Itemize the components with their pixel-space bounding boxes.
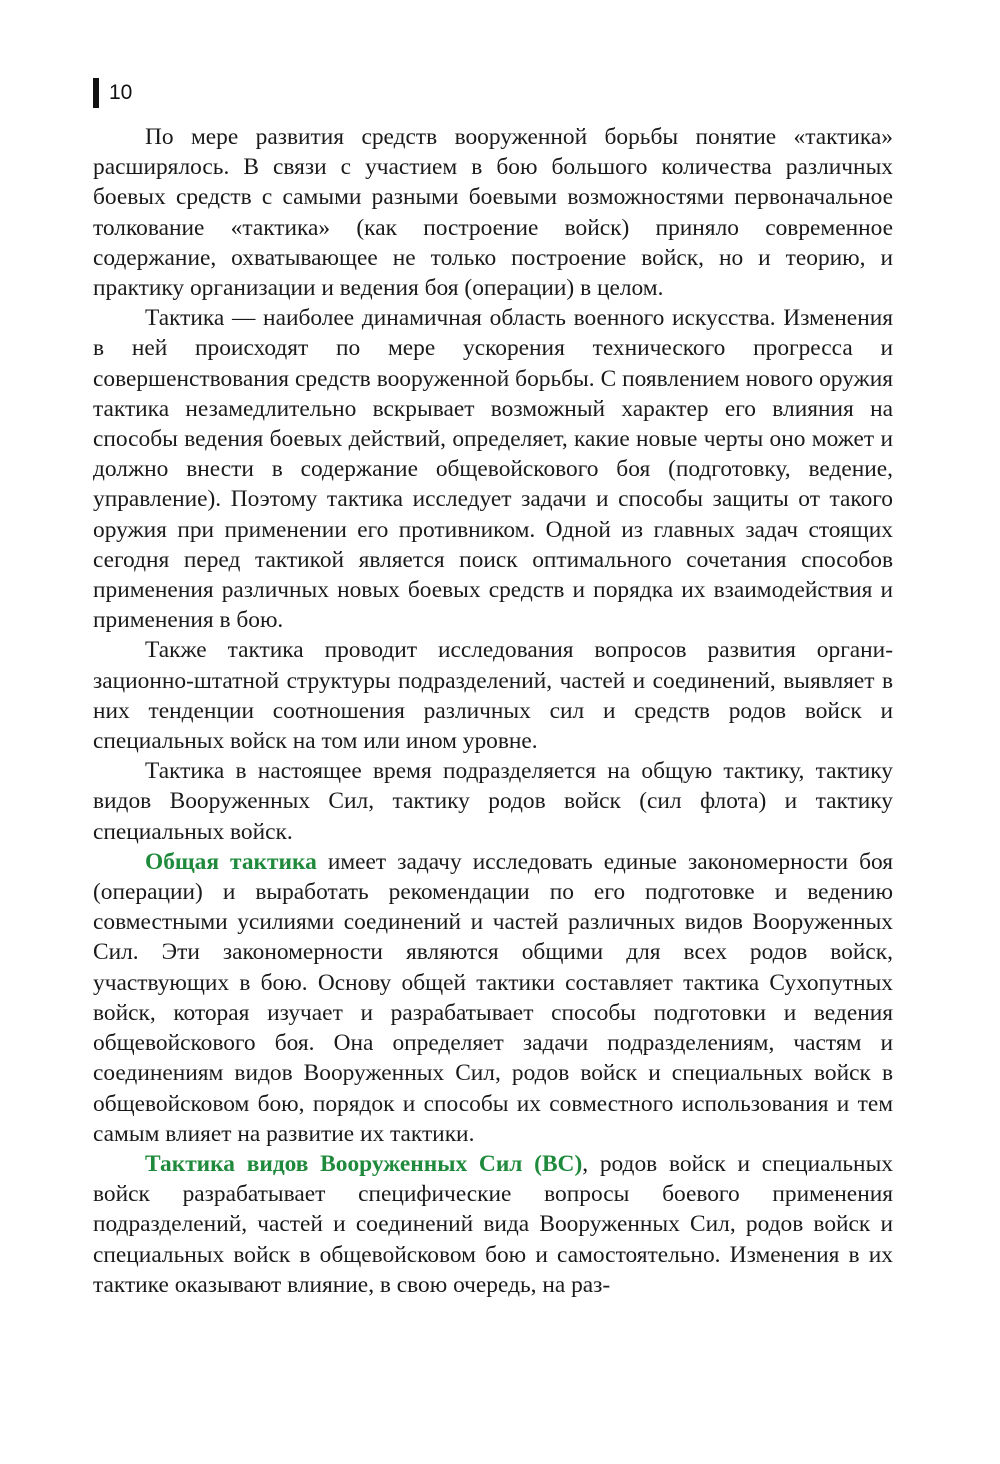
paragraph-text: имеет задачу исследовать единые закономерности боя (операции) и выработать рекомендации по его подготовке и ведению совместными усилиями соединений и частей различных видов Вооруженных Сил. Эти закономерности являются общими для всех родов войск, участвующих в бою. Основу общей тактики составляет тактика Сухопутных войск, которая изучает и разрабатывает способы подготовки и ведения общевойскового боя. Она определяет задачи подразделениям, частям и соединениям видов Вооруженных Сил, родов войск и специальных войск в общевойсковом бою, порядок и способы их совместного использования и тем самым влияет на развитие их тактики. <box>93 848 893 1147</box>
paragraph-4 <box>93 756 893 847</box>
paragraph-1 <box>93 122 893 303</box>
paragraph-3 <box>93 635 893 756</box>
paragraph-6 <box>93 1149 893 1300</box>
term-general-tactics: Общая тактика <box>145 848 317 875</box>
paragraph-5 <box>93 847 893 1149</box>
paragraph-text: , родов войск и специальных войск разрабатывает специфические вопросы боевого применения подразделений, частей и соединений вида Вооруженных Сил, родов войск и специальных войск в общевойсковом бою и самостоятельно. Изменения в их тактике оказывают влияние, в свою очередь, на раз- <box>93 1150 893 1298</box>
paragraph-text: Также тактика проводит исследования вопросов развития организационно-штатной структуры подразделений, частей и соединений, выявляет в них тенденции соотношения различных сил и средств родов войск и специальных войск на том или ином уровне. <box>93 637 893 755</box>
body-text <box>93 122 893 1300</box>
page-header <box>93 78 132 108</box>
paragraph-text: Тактика — наиболее динамичная область военного искусства. Изменения в ней происходят по мере ускорения технического прогресса и совершенствования средств вооруженной борьбы. С появлением нового оружия тактика незамедлительно вскрывает возможный характер его влияния на способы ведения боевых действий, определяет, какие новые черты оно может и должно внести в содержание общевойскового боя (подготовку, ведение, управление). Поэтому тактика исследует задачи и способы защиты от такого оружия при применении его противником. Одной из главных задач стоящих сегодня перед тактикой является поиск оптимального сочетания способов применения различных новых боевых средств и порядка их взаимодействия и применения в бою. <box>93 305 893 634</box>
paragraph-text: Тактика в настоящее время подразделяется на общую тактику, тактику видов Вооруженных Сил, тактику родов войск (сил флота) и тактику специальных войск. <box>93 758 893 845</box>
paragraph-2 <box>93 303 893 635</box>
page-number: 10 <box>109 81 133 104</box>
term-armed-forces-tactics: Тактика видов Вооруженных Сил (ВС) <box>145 1150 583 1177</box>
page-marker-bar <box>93 78 99 108</box>
paragraph-text: По мере развития средств вооруженной борьбы понятие «тактика» расширялось. В связи с участием в бою большого количества различных боевых средств с самыми разными боевыми возможностями первоначальное толкование «тактика» (как построение войск) приняло современное содержание, охватывающее не только построение войск, но и теорию, и практику организации и ведения боя (операции) в целом. <box>93 124 893 302</box>
